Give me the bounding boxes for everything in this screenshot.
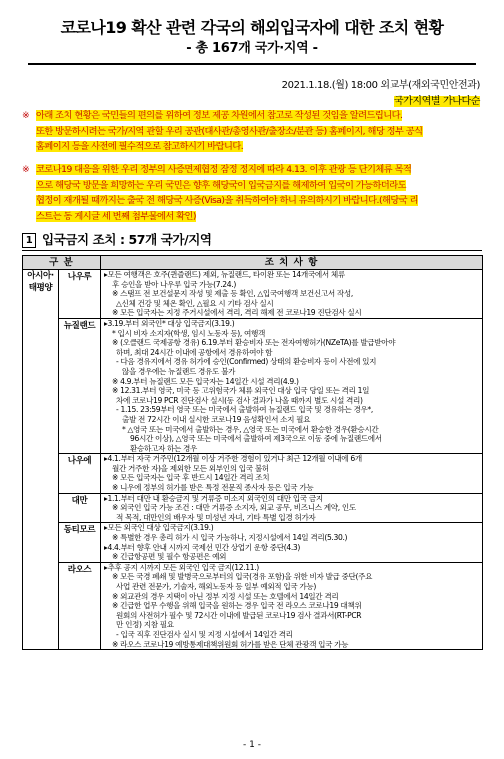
section-heading [22, 230, 212, 248]
title-divider [28, 63, 476, 65]
measure-line: ※ 4.9.부터 뉴질랜드 모든 입국자는 14일간 시설 격리(4.9.) [112, 376, 299, 386]
measure-line: * △영국 또는 미국에서 출발하는 경우, △영국 또는 미국에서 환승한 경우(환승시간 [122, 424, 379, 434]
measure-line: 사업 관련 전문가, 기술자, 해외노동자 등 일부 예외적 입국 가능) [116, 582, 316, 591]
measure-line: ▸4.4.부터 향후 안내 시까지 국제선 민간 상업기 운항 중단(4.3) [104, 542, 301, 552]
measure-line: ※ 모든 국경 폐쇄 및 발병국으로부터의 입국(경유 포함)을 위한 비자 발급 중단(주요 [112, 572, 373, 582]
measure-line: ※ 스탬프 전 보건설문지 작성 및 제출 등 확인, △입국여행객 보건신고서 작성, [112, 289, 353, 299]
notice-line: 홈페이지 등을 사전에 필수적으로 참고하시기 바랍니다. [36, 141, 244, 152]
measures-cell [101, 493, 483, 523]
notice-line: 협정이 재개될 때까지는 출국 전 해당국 사증(Visa)을 취득하여야 하니 유의하시기 바랍니다.(해당국 리 [36, 195, 418, 206]
section-number: 1 [22, 233, 36, 248]
measure-line: ▸4.1.부터 자국 거주민(12개월 이상 거주한 경험이 있거나 최근 12개월 이내에 6개 [104, 454, 362, 464]
measure-line: ※ (오클랜드 국제공항 경유) 6.19.부터 환승비자 또는 전자여행허가(NZeTA)를 발급받아야 [112, 338, 396, 348]
measure-line: 원회의 사전허가 필수 및 72시간 이내에 발급된 코로나19 검사 결과서(RT-PCR [116, 610, 362, 620]
measure-line: ※ 긴급항공편 및 필수 항공편은 예외 [112, 552, 227, 562]
measure-line: ※ 12.31.부터 영국, 미국 등 고위험국가 체류 외국인 대상 입국 당일 또는 격리 1일 [112, 386, 370, 396]
measure-line: ※ 라오스 코로나19 예방통제대책위원회 허가를 받은 단체 관광객 입국 가능 [112, 639, 349, 649]
table-row [23, 270, 483, 319]
measure-line: 월간 거주한 자)을 제외한 모든 외부인의 입국 불허 [112, 463, 269, 473]
measure-line: ※ 외교관의 경우 지택이 아닌 정부 지정 시설 또는 호텔에서 14일간 격리 [112, 591, 339, 601]
measure-line: 않을 경우에는 뉴질랜드 경유도 불가 [122, 366, 236, 376]
table-row [23, 318, 483, 453]
measure-line: 하며, 최대 24시간 이내에 공항에서 경유하여야 함 [116, 347, 273, 357]
table-row [23, 454, 483, 493]
measure-line: ▸모든 여행객은 호주(퀸즐랜드) 제외, 뉴질랜드, 타이완 또는 14개국에서 체류 [104, 270, 345, 279]
column-header-measures: 조 치 사 항 [101, 256, 483, 270]
measure-line: 출발 전 72시간 이내 실시한 코로나19 음성확인서 소지 필요 [122, 414, 311, 424]
table-row [23, 562, 483, 649]
measures-cell [101, 270, 483, 319]
table-row [23, 493, 483, 523]
measure-line: 만 인정) 지참 필요 [116, 620, 174, 630]
notice-line: 스트는 동 게시글 세 번째 첨부물에서 확인) [36, 210, 196, 222]
measure-line: ※ 긴급한 업무 수행을 위해 입국을 원하는 경우 입국 전 라오스 코로나19 대책위 [112, 601, 362, 611]
country-cell: 나우에 [59, 454, 101, 493]
measure-line: ※ 모든 입국자는 지정 주거시설에서 격리, 격리 해제 전 코로나19 진단검사 실시 [112, 308, 362, 318]
region-cell: 아시아· 태평양 [23, 270, 59, 650]
country-cell: 라오스 [59, 562, 101, 649]
measure-line: - 입국 직후 진단검사 실시 및 지정 시설에서 14일간 격리 [116, 629, 293, 639]
measures-table [22, 255, 483, 650]
title-block [20, 18, 484, 57]
measure-line: ※ 니우에 정부의 허가를 받은 특정 전문직 종사자 등은 입국 가능 [112, 483, 314, 493]
section-divider [22, 250, 482, 251]
table-body [23, 270, 483, 650]
country-cell: 대만 [59, 493, 101, 523]
measure-line: 적 목적, 대만인의 배우자 및 미성년 자녀, 기타 특별 입경 허가자 [116, 512, 316, 522]
notice-1 [22, 108, 484, 155]
notice-2-text [36, 162, 484, 224]
measure-line: ▸1.1.부터 대만 내 환승금지 및 거류증 미소지 외국인의 대만 입국 금지 [104, 493, 323, 503]
measures-cell [101, 454, 483, 493]
notice-1-text [36, 108, 484, 155]
country-cell: 뉴질랜드 [59, 318, 101, 453]
measure-line: 환승하고자 하는 경우 [130, 443, 198, 453]
measure-line: △신체 건강 및 체온 확인, △필요 시 기타 검사 실시 [116, 298, 274, 308]
table-row [23, 523, 483, 562]
measures-cell [101, 523, 483, 562]
measures-cell [101, 562, 483, 649]
measure-line: ▸모든 외국인 대상 입국금지(3.19.) [104, 523, 214, 533]
notice-star: ※ [22, 164, 30, 175]
notice-line: 코로나19 대응을 위한 우리 정부의 사증면제협정 잠정 정지에 따라 4.13. 이후 관광 등 단기체류 목적 [36, 164, 412, 175]
section-title: 입국금지 조치 : 57개 국가/지역 [42, 232, 212, 247]
document-subtitle: - 총 167개 국가·지역 - [186, 41, 318, 56]
measure-line: 차에 코로나19 PCR 진단검사 실시(동 검사 결과가 나올 때까지 별도 시설 격리) [116, 395, 363, 405]
notice-line: 으로 해당국 방문을 희망하는 우리 국민은 향후 해당국이 입국금지를 해제하여 입국이 가능하더라도 [36, 179, 407, 191]
notice-line: 아래 조치 현황은 국민들의 편의를 위하여 정보 제공 차원에서 참고로 작성된 것임을 알려드립니다. [36, 110, 403, 121]
measure-line: 후 승인을 받아 나우루 입국 가능(7.24.) [112, 279, 236, 289]
measure-line: - 다음 경유지에서 경유 허가에 승인(Confirmed) 상태의 환승비자 등이 사전에 있지 [116, 357, 377, 367]
measure-line: ※ 외국인 입국 가능 조건 : 대만 거류증 소지자, 외교 공무, 비즈니스 계약, 인도 [112, 503, 356, 513]
measure-line: ※ 모든 입국자는 입국 후 반드시 14일간 격리 조치 [112, 473, 270, 483]
measures-cell [101, 318, 483, 453]
country-cell: 나우루 [59, 270, 101, 319]
measure-line: ▸3.19.부터 외국인* 대상 입국금지(3.19.) [104, 318, 235, 328]
notice-line: 또한 방문하시려는 국가/지역 관할 우리 공관(대사관/총영사관/출장소/분관 등) 홈페이지, 해당 정부 공식 [36, 125, 423, 137]
page-number: - 1 - [243, 740, 261, 750]
notice-2 [22, 162, 484, 224]
table-header-row [23, 256, 483, 270]
measure-line: 96시간 이상), △영국 또는 미국에서 출발하여 제3국으로 이동 중에 뉴질랜드에서 [130, 434, 382, 444]
notice-star: ※ [22, 110, 30, 121]
document-date: 2021.1.18.(월) 18:00 외교부(재외국민안전과) [281, 80, 480, 91]
measure-line: ▸추후 공지 시까지 모든 외국인 입국 금지(12.11.) [104, 562, 259, 572]
measure-line: - 1.15. 23:59부터 영국 또는 미국에서 출발하여 뉴질랜드 입국 및 경유하는 경우*, [116, 405, 373, 415]
measure-line: ※ 특별한 경우 총리 허가 시 입국 가능하나, 지정시설에서 14일 격리(5.30.) [112, 533, 348, 543]
sort-note [394, 92, 480, 107]
sort-note-text: 국가지역별 가나다순 [393, 96, 480, 107]
column-header-category: 구 분 [23, 256, 101, 270]
measure-line: * 입시 비자 소지자(학생, 임시 노동자 등), 여행객 [112, 328, 266, 338]
country-cell: 동티모르 [59, 523, 101, 562]
document-title: 코로나19 확산 관련 각국의 해외입국자에 대한 조치 현황 [60, 18, 444, 37]
